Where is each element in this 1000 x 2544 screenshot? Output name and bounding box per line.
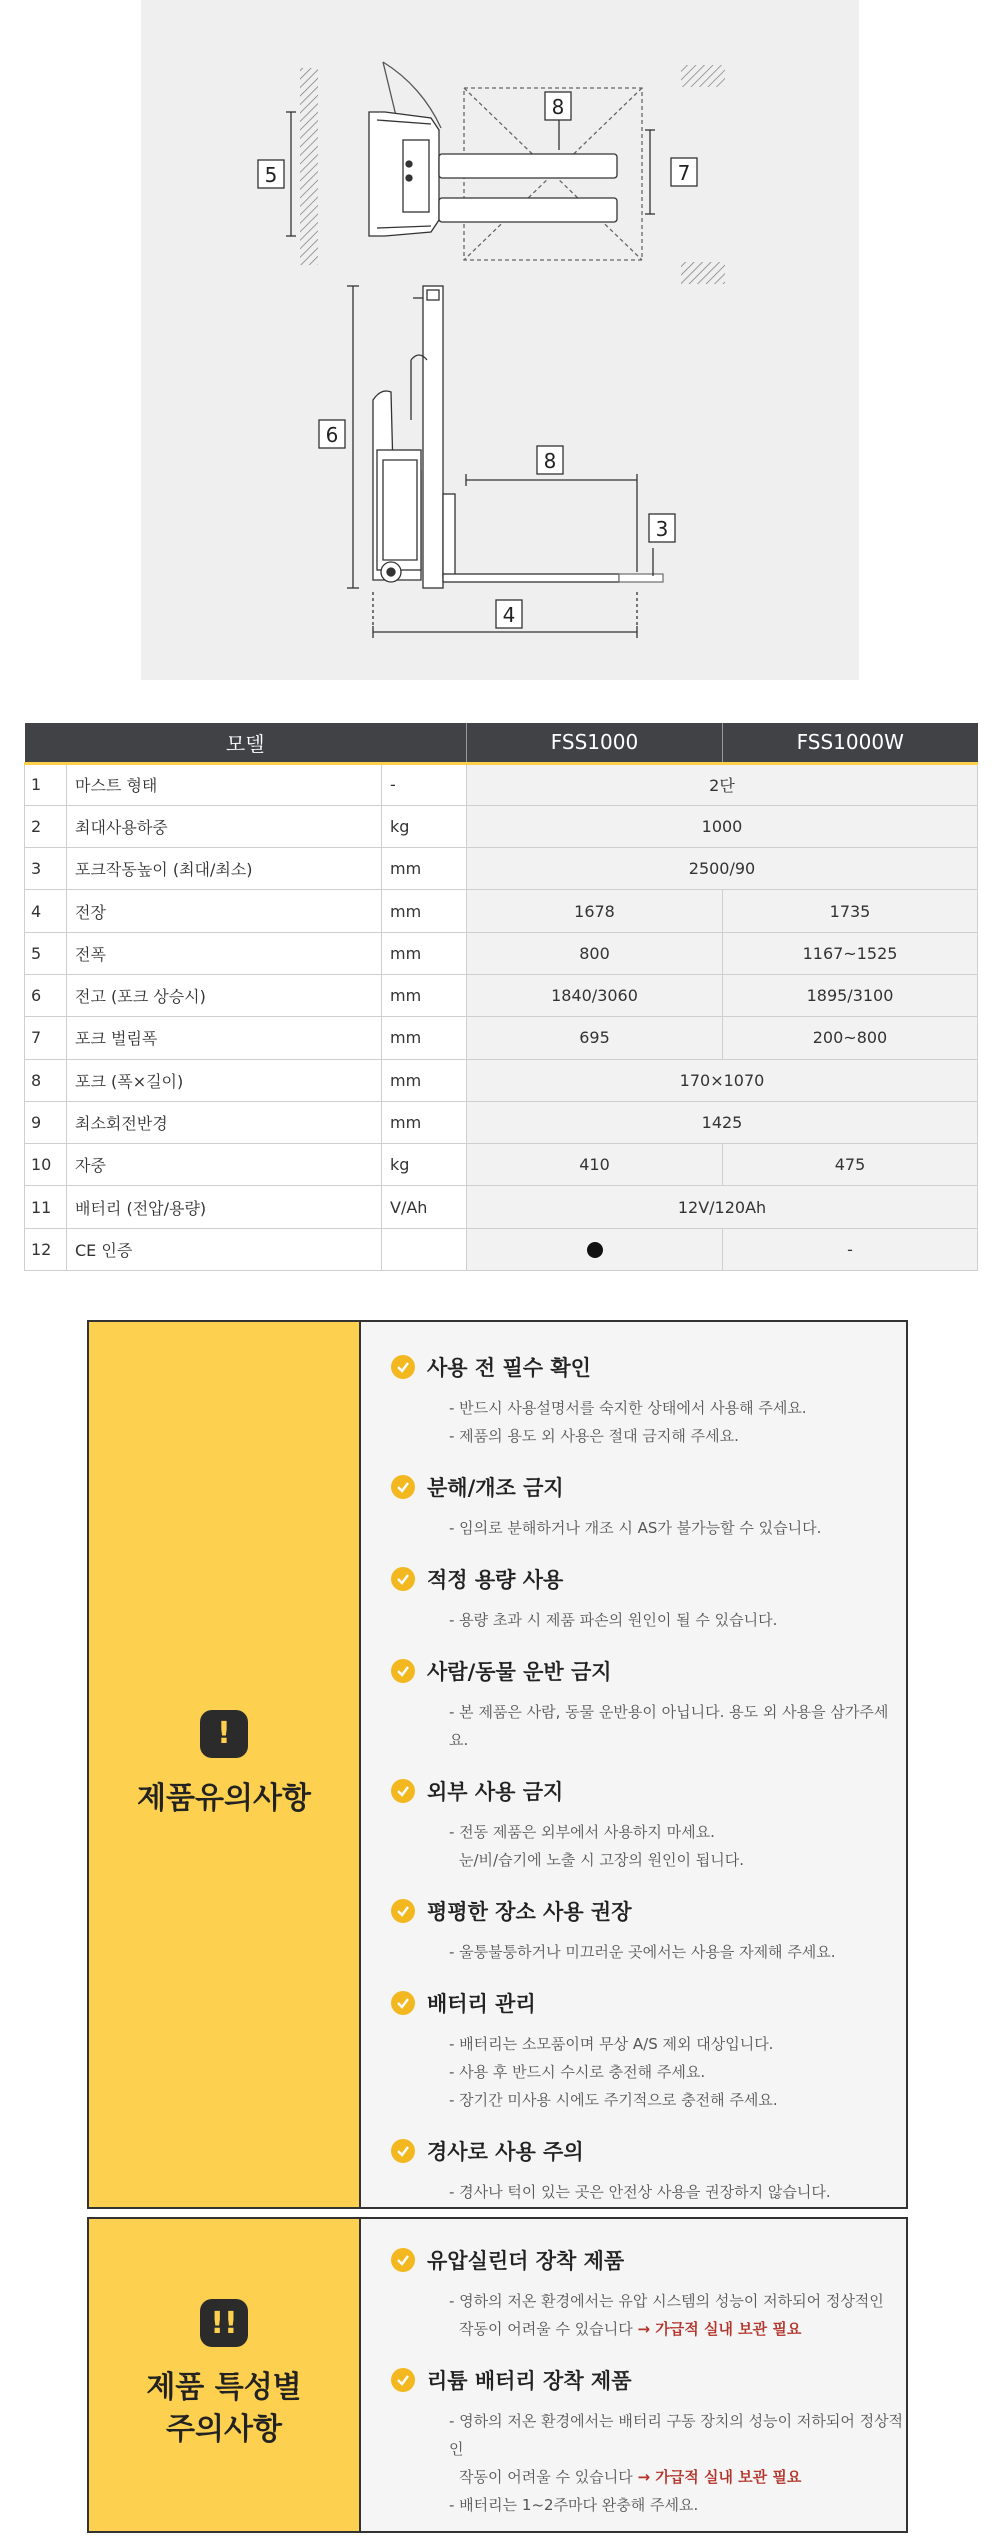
row-item: 포크 벌림폭 xyxy=(67,1017,382,1059)
dim-label-length: 4 xyxy=(502,603,516,627)
item-title: 사용 전 필수 확인 xyxy=(427,1356,591,1380)
check-icon xyxy=(391,2139,415,2163)
table-row xyxy=(25,1059,978,1101)
row-value: 2단 xyxy=(467,763,978,805)
header-fss1000w: FSS1000W xyxy=(723,723,978,763)
row-number: 8 xyxy=(25,1059,67,1101)
item-line-text: 작동이 어려울 수 있습니다 xyxy=(459,2468,633,2486)
item-line: - 사용 후 반드시 수시로 충전해 주세요. xyxy=(449,2063,706,2081)
check-icon xyxy=(391,1659,415,1683)
table-row xyxy=(25,974,978,1016)
table-row xyxy=(25,932,978,974)
dim-label-height: 6 xyxy=(325,423,339,447)
list-item xyxy=(391,1896,906,1966)
feature-caution-title xyxy=(146,2367,301,2451)
double-warning-icon: !! xyxy=(200,2299,248,2347)
dim-label-fork-height: 3 xyxy=(655,517,669,541)
header-model: 모델 xyxy=(25,723,467,763)
spec-table xyxy=(24,723,978,1271)
item-title: 평평한 장소 사용 권장 xyxy=(427,1900,632,1924)
list-item xyxy=(391,2365,906,2519)
check-icon xyxy=(391,1475,415,1499)
item-line: 눈/비/습기에 노출 시 고장의 원인이 됩니다. xyxy=(459,1851,745,1869)
row-item: 최대사용하중 xyxy=(67,805,382,847)
table-row xyxy=(25,805,978,847)
row-item: 배터리 (전압/용량) xyxy=(67,1186,382,1228)
list-item xyxy=(391,2136,906,2206)
feature-caution-title-line2: 주의사항 xyxy=(166,2412,282,2447)
row-number: 4 xyxy=(25,890,67,932)
row-number: 10 xyxy=(25,1144,67,1186)
row-value-fss1000: 1840/3060 xyxy=(467,974,723,1016)
row-value-fss1000w: 475 xyxy=(723,1144,978,1186)
item-line: - 제품의 용도 외 사용은 절대 금지해 주세요. xyxy=(449,1427,739,1445)
row-item: 자중 xyxy=(67,1144,382,1186)
table-row xyxy=(25,1017,978,1059)
side-view xyxy=(347,286,663,638)
dim-label-fork-spread: 7 xyxy=(677,161,691,185)
item-line: - 본 제품은 사람, 동물 운반용이 아닙니다. 용도 외 사용을 삼가주세요. xyxy=(449,1703,889,1749)
row-number: 1 xyxy=(25,763,67,805)
item-line: - 반드시 사용설명서를 숙지한 상태에서 사용해 주세요. xyxy=(449,1399,807,1417)
row-value-fss1000w: - xyxy=(723,1228,978,1270)
dim-label-width: 5 xyxy=(264,163,278,187)
item-line: - 용량 초과 시 제품 파손의 원인이 될 수 있습니다. xyxy=(449,1611,778,1629)
item-line: - 영하의 저온 환경에서는 배터리 구동 장치의 성능이 저하되어 정상적인 xyxy=(449,2412,904,2458)
item-line-emphasis: → 가급적 실내 보관 필요 xyxy=(637,2320,802,2338)
row-number: 9 xyxy=(25,1101,67,1143)
row-unit: mm xyxy=(382,1059,467,1101)
row-unit: mm xyxy=(382,890,467,932)
item-line: - 임의로 분해하거나 개조 시 AS가 불가능할 수 있습니다. xyxy=(449,1519,822,1537)
dim-label-fork-length: 8 xyxy=(543,449,557,473)
item-title: 분해/개조 금지 xyxy=(427,1476,564,1500)
row-value: 1000 xyxy=(467,805,978,847)
row-unit: mm xyxy=(382,1017,467,1059)
row-unit: mm xyxy=(382,1101,467,1143)
table-row xyxy=(25,763,978,805)
list-item xyxy=(391,1776,906,1874)
caution-title: 제품유의사항 xyxy=(137,1780,311,1816)
ce-certified-dot xyxy=(587,1242,603,1258)
check-icon xyxy=(391,1991,415,2015)
item-title: 리튬 배터리 장착 제품 xyxy=(427,2369,632,2393)
row-unit: kg xyxy=(382,805,467,847)
row-number: 5 xyxy=(25,932,67,974)
row-unit xyxy=(382,1228,467,1270)
item-line xyxy=(449,2315,906,2343)
item-line-text: 작동이 어려울 수 있습니다 xyxy=(459,2320,633,2338)
caution-box xyxy=(87,1320,908,2209)
item-title: 경사로 사용 주의 xyxy=(427,2140,584,2164)
item-title: 배터리 관리 xyxy=(427,1992,536,2016)
row-number: 12 xyxy=(25,1228,67,1270)
feature-caution-box xyxy=(87,2217,908,2533)
row-item: 포크 (폭×길이) xyxy=(67,1059,382,1101)
table-row xyxy=(25,1101,978,1143)
list-item xyxy=(391,1352,906,1450)
item-line: - 장기간 미사용 시에도 주기적으로 충전해 주세요. xyxy=(449,2091,778,2109)
row-number: 2 xyxy=(25,805,67,847)
row-value-fss1000w: 200~800 xyxy=(723,1017,978,1059)
table-row xyxy=(25,1144,978,1186)
warning-icon: ! xyxy=(200,1710,248,1758)
row-value: 12V/120Ah xyxy=(467,1186,978,1228)
row-value-fss1000: 695 xyxy=(467,1017,723,1059)
row-item: 마스트 형태 xyxy=(67,763,382,805)
row-value-fss1000: 1678 xyxy=(467,890,723,932)
item-title: 사람/동물 운반 금지 xyxy=(427,1660,612,1684)
item-title: 유압실린더 장착 제품 xyxy=(427,2249,625,2273)
item-title: 적정 용량 사용 xyxy=(427,1568,564,1592)
list-item xyxy=(391,1988,906,2114)
row-item: 전고 (포크 상승시) xyxy=(67,974,382,1016)
dim-label-fork-top: 8 xyxy=(551,95,565,119)
table-row xyxy=(25,1186,978,1228)
row-unit: mm xyxy=(382,974,467,1016)
caution-list xyxy=(361,1322,906,2207)
row-value-fss1000: 800 xyxy=(467,932,723,974)
top-view xyxy=(286,62,725,284)
row-item: 전폭 xyxy=(67,932,382,974)
item-line: - 경사나 턱이 있는 곳은 안전상 사용을 권장하지 않습니다. xyxy=(449,2183,831,2201)
spec-table-header xyxy=(25,723,978,763)
list-item xyxy=(391,2245,906,2343)
row-unit: mm xyxy=(382,848,467,890)
item-line: - 배터리는 소모품이며 무상 A/S 제외 대상입니다. xyxy=(449,2035,774,2053)
header-fss1000: FSS1000 xyxy=(467,723,723,763)
check-icon xyxy=(391,1779,415,1803)
row-number: 11 xyxy=(25,1186,67,1228)
feature-caution-title-line1: 제품 특성별 xyxy=(146,2370,302,2405)
row-unit: V/Ah xyxy=(382,1186,467,1228)
list-item xyxy=(391,1472,906,1542)
item-line: - 울퉁불퉁하거나 미끄러운 곳에서는 사용을 자제해 주세요. xyxy=(449,1943,836,1961)
caution-sidebar xyxy=(89,1322,361,2207)
item-line xyxy=(449,2463,906,2491)
row-number: 6 xyxy=(25,974,67,1016)
check-icon xyxy=(391,2368,415,2392)
row-value-fss1000w: 1167~1525 xyxy=(723,932,978,974)
row-item: 전장 xyxy=(67,890,382,932)
check-icon xyxy=(391,1567,415,1591)
check-icon xyxy=(391,1899,415,1923)
row-value: 170×1070 xyxy=(467,1059,978,1101)
row-unit: - xyxy=(382,763,467,805)
check-icon xyxy=(391,1355,415,1379)
row-value-fss1000 xyxy=(467,1228,723,1270)
row-unit: kg xyxy=(382,1144,467,1186)
feature-caution-sidebar xyxy=(89,2219,361,2531)
row-value-fss1000w: 1895/3100 xyxy=(723,974,978,1016)
dimension-drawing xyxy=(141,0,859,680)
row-number: 3 xyxy=(25,848,67,890)
list-item xyxy=(391,1564,906,1634)
table-row xyxy=(25,890,978,932)
row-item: 최소회전반경 xyxy=(67,1101,382,1143)
item-line-emphasis: → 가급적 실내 보관 필요 xyxy=(637,2468,802,2486)
item-line: - 전동 제품은 외부에서 사용하지 마세요. xyxy=(449,1823,715,1841)
item-line: - 배터리는 1~2주마다 완충해 주세요. xyxy=(449,2496,699,2514)
list-item xyxy=(391,1656,906,1754)
row-item: 포크작동높이 (최대/최소) xyxy=(67,848,382,890)
item-title: 외부 사용 금지 xyxy=(427,1780,564,1804)
row-item: CE 인증 xyxy=(67,1228,382,1270)
dimension-diagram xyxy=(141,0,859,680)
row-value: 1425 xyxy=(467,1101,978,1143)
table-row xyxy=(25,848,978,890)
row-value-fss1000w: 1735 xyxy=(723,890,978,932)
feature-caution-list xyxy=(361,2219,906,2531)
item-line: - 영하의 저온 환경에서는 유압 시스템의 성능이 저하되어 정상적인 xyxy=(449,2292,884,2310)
row-value-fss1000: 410 xyxy=(467,1144,723,1186)
row-value: 2500/90 xyxy=(467,848,978,890)
row-number: 7 xyxy=(25,1017,67,1059)
row-unit: mm xyxy=(382,932,467,974)
check-icon xyxy=(391,2248,415,2272)
table-row xyxy=(25,1228,978,1270)
